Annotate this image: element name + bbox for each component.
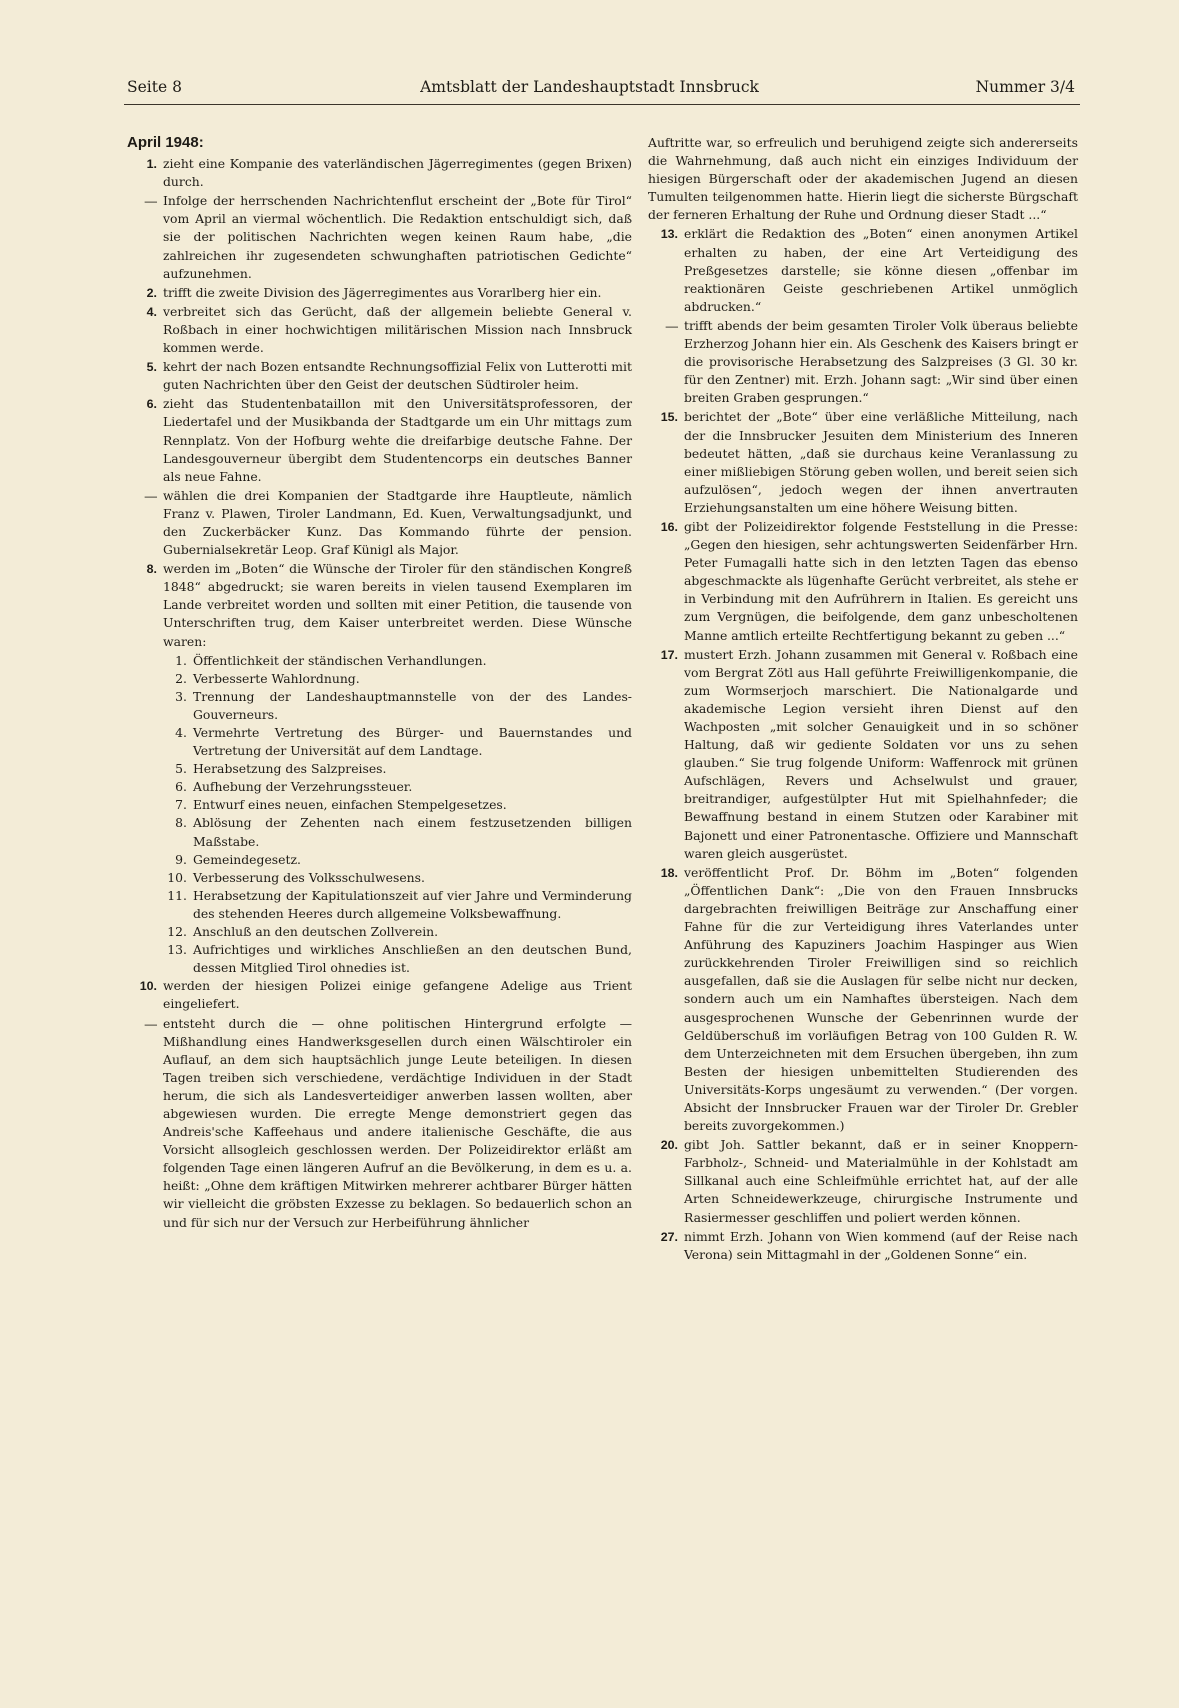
chronicle-entry	[127, 395, 632, 485]
entry-date-marker: 5.	[146, 360, 157, 375]
wishes-list	[127, 652, 632, 978]
entry-text: berichtet der „Bote“ über eine verläßliche Mitteilung, nach der die Innsbrucker Jesuiten dem Ministerium des Inneren bedeutet hätten, „daß sie durchaus keine Veranlassung zu einer mißliebigen Störung geben wollen, und bereit seien sich aufzulösen“, jedoch wegen der ihnen anvertrauten Erziehungsanstalten um eine höhere Weisung bitten.	[684, 409, 1078, 515]
entry-text: entsteht durch die — ohne politischen Hintergrund erfolgte — Mißhandlung eines Handwerksgesellen durch einen Wälschtiroler ein Auflauf, an dem sich hauptsächlich junge Leute beteiligen. In diesen Tagen treiben sich verschiedene, verdächtige Individuen in der Stadt herum, die sich als Landesverteidiger anwerben lassen wollten, aber abgewiesen wurden. Die erregte Menge demonstriert gegen das Andreis'sche Kaffeehaus und andere italienische Geschäfte, die aus Vorsicht allsogleich geschlossen werden. Der Polizeidirektor erläßt am folgenden Tage einen längeren Aufruf an die Bevölkerung, in dem es u. a. heißt: „Ohne dem kräftigen Mitwirken mehrerer achtbarer Bürger hätten wir vielleicht die gröbsten Exzesse zu beklagen. So bedauerlich schon an und für sich nur der Versuch zur Herbeiführung ähnlicher	[163, 1015, 632, 1230]
entry-text: mustert Erzh. Johann zusammen mit General v. Roßbach eine vom Bergrat Zötl aus Hall geführte Freiwilligenkompanie, die zum Wormserjoch marschiert. Die Nationalgarde und akademische Legion versieht ihren Dienst auf den Wachposten „mit solcher Genauigkeit und in so schöner Haltung, daß wir gediente Soldaten vor uns zu sehen glauben.“ Sie trug folgende Uniform: Waffenrock mit grünen Aufschlägen, Revers und Achselwulst und grauer, breitrandiger, aufgestülpter Hut mit Spielhahnfeder; die Bewaffnung bestand in einem Stutzen oder Karabiner mit Bajonett und einer Patronentasche. Offiziere und Mannschaft waren gleich ausgerüstet.	[684, 646, 1078, 861]
entry-date-marker: 10.	[139, 979, 157, 994]
chronicle-entry	[648, 225, 1078, 315]
entry-text: gibt der Polizeidirektor folgende Feststellung in die Presse: „Gegen den hiesigen, sehr achtungswerten Seidenfärber Hrn. Peter Fumagalli hatte sich in den letzten Tagen das ebenso abgeschmackte als lügenhafte Gerücht verbreitet, als stehe er in Verbindung mit den Aufrührern in Italien. Es gereicht uns zum Vergnügen, die beifolgende, dem ganz unbescholtenen Manne amtlich erteilte Rechtfertigung bekannt zu geben ...“	[684, 518, 1078, 643]
wish-number: 1.	[175, 652, 187, 668]
section-heading: April 1948:	[127, 134, 204, 151]
left-entries	[127, 155, 632, 651]
wish-text: Herabsetzung der Kapitulationszeit auf vier Jahre und Verminderung des stehenden Heeres durch allgemeine Volksbewaffnung.	[193, 887, 632, 921]
wish-number: 3.	[175, 688, 187, 704]
wish-item	[127, 814, 632, 850]
wish-text: Verbesserte Wahlordnung.	[193, 670, 360, 686]
entry-date-marker: 6.	[146, 397, 157, 412]
entry-text: Infolge der herrschenden Nachrichtenflut erscheint der „Bote für Tirol“ vom April an viermal wöchentlich. Die Redaktion entschuldigt sich, daß sie der politischen Nachrichten wegen keinen Raum habe, „die zahlreichen ihr zugesendeten schwunghaften patriotischen Gedichte“ aufzunehmen.	[163, 193, 632, 281]
wish-item	[127, 923, 632, 941]
entry-date-marker: 2.	[146, 285, 157, 300]
entry-date-marker: 16.	[660, 519, 678, 534]
publication-title: Amtsblatt der Landeshauptstadt Innsbruck	[420, 78, 759, 96]
wish-text: Ablösung der Zehenten nach einem festzusetzenden billigen Maßstabe.	[193, 815, 632, 849]
entry-text: verbreitet sich das Gerücht, daß der allgemein beliebte General v. Roßbach in einer hochwichtigen militärischen Mission nach Innsbruck kommen werde.	[163, 303, 632, 356]
chronicle-entry	[648, 408, 1078, 517]
left-entries-continued	[127, 977, 632, 1231]
wish-item	[127, 724, 632, 760]
wish-number: 8.	[175, 815, 187, 831]
entry-text: werden im „Boten“ die Wünsche der Tiroler für den ständischen Kongreß 1848“ abgedruckt; sie waren bereits in vielen tausend Exemplaren im Lande verbreitet worden und sollten mit einer Petition, die tausende von Unterschriften trug, dem Kaiser unterbreitet werden. Diese Wünsche waren:	[163, 561, 632, 649]
wish-number: 10.	[167, 869, 187, 885]
wish-number: 6.	[175, 779, 187, 795]
entry-date-marker: 18.	[660, 865, 678, 880]
entry-text: nimmt Erzh. Johann von Wien kommend (auf der Reise nach Verona) sein Mittagmahl in der „Goldenen Sonne“ ein.	[684, 1228, 1078, 1262]
entry-text: wählen die drei Kompanien der Stadtgarde ihre Hauptleute, nämlich Franz v. Plawen, Tiroler Landmann, Ed. Kuen, Verwaltungsadjunkt, und den Zuckerbäcker Kunz. Das Kommando führte der pension. Gubernialsekretär Leop. Graf Künigl als Major.	[163, 487, 632, 558]
chronicle-entry	[127, 358, 632, 394]
wish-number: 13.	[167, 942, 187, 958]
page-number: Seite 8	[127, 78, 182, 96]
right-column	[648, 134, 1078, 1265]
chronicle-entry	[127, 560, 632, 650]
wish-text: Verbesserung des Volksschulwesens.	[193, 869, 425, 885]
wish-item	[127, 887, 632, 923]
chronicle-entry	[127, 303, 632, 357]
entry-date-marker: —	[665, 318, 678, 333]
issue-number: Nummer 3/4	[975, 78, 1075, 96]
chronicle-entry	[127, 155, 632, 191]
wish-text: Anschluß an den deutschen Zollverein.	[193, 924, 439, 940]
chronicle-entry	[127, 487, 632, 559]
wish-text: Öffentlichkeit der ständischen Verhandlungen.	[193, 652, 487, 668]
chronicle-entry	[127, 192, 632, 282]
wish-number: 5.	[175, 761, 187, 777]
entry-date-marker: 4.	[146, 304, 157, 319]
entry-text: zieht eine Kompanie des vaterländischen Jägerregimentes (gegen Brixen) durch.	[163, 156, 632, 190]
entry-text: kehrt der nach Bozen entsandte Rechnungsoffizial Felix von Lutterotti mit guten Nachrichten über den Geist der deutschen Südtiroler heim.	[163, 359, 632, 393]
chronicle-entry	[648, 864, 1078, 1135]
entry-text: trifft abends der beim gesamten Tiroler Volk überaus beliebte Erzherzog Johann hier ein. Als Geschenk des Kaisers bringt er die provisorische Herabsetzung des Salzpreises (3 Gl. 30 kr. für den Zentner) mit. Erzh. Johann sagt: „Wir sind über einen breiten Graben gesprungen.“	[684, 317, 1078, 406]
wish-item	[127, 670, 632, 688]
entry-date-marker: —	[144, 194, 157, 209]
wish-text: Herabsetzung des Salzpreises.	[193, 761, 387, 777]
wish-item	[127, 869, 632, 887]
wish-item	[127, 941, 632, 977]
chronicle-entry	[648, 518, 1078, 645]
entry-date-marker: —	[144, 1016, 157, 1031]
wish-item	[127, 652, 632, 670]
entry-date-marker: 27.	[660, 1229, 678, 1244]
entry-date-marker: 15.	[660, 410, 678, 425]
wish-item	[127, 760, 632, 778]
wish-text: Entwurf eines neuen, einfachen Stempelgesetzes.	[193, 797, 507, 813]
chronicle-entry	[127, 977, 632, 1013]
wish-text: Gemeindegesetz.	[193, 851, 301, 867]
entry-text: werden der hiesigen Polizei einige gefangene Adelige aus Trient eingeliefert.	[163, 978, 632, 1012]
wish-item	[127, 851, 632, 869]
wish-number: 9.	[175, 851, 187, 867]
entry-date-marker: 17.	[660, 647, 678, 662]
wish-text: Vermehrte Vertretung des Bürger- und Bauernstandes und Vertretung der Universität auf dem Landtage.	[193, 725, 632, 759]
chronicle-entry	[648, 1228, 1078, 1264]
wish-number: 4.	[175, 725, 187, 740]
right-entries	[648, 225, 1078, 1263]
chronicle-entry	[648, 1136, 1078, 1226]
left-column	[127, 134, 632, 1233]
wish-text: Aufhebung der Verzehrungssteuer.	[193, 779, 413, 795]
wish-number: 7.	[175, 797, 187, 813]
wish-text: Aufrichtiges und wirkliches Anschließen an den deutschen Bund, dessen Mitglied Tirol ohnedies ist.	[193, 942, 632, 976]
chronicle-entry	[127, 284, 632, 302]
entry-text: erklärt die Redaktion des „Boten“ einen anonymen Artikel erhalten zu haben, der eine Art Verteidigung des Preßgesetzes darstelle; sie könne diesen „offenbar im reaktionären Geiste geschriebenen Artikel unmöglich abdrucken.“	[684, 226, 1078, 314]
wish-number: 11.	[167, 887, 187, 903]
continued-paragraph: Auftritte war, so erfreulich und beruhigend zeigte sich andererseits die Wahrnehmung, daß auch nicht ein einziges Individuum der hiesigen Bürgerschaft oder der akademischen Jugend an diesen Tumulten teilgenommen hatte. Hierin liegt die sicherste Bürgschaft der ferneren Erhaltung der Ruhe und Ordnung dieser Stadt ...“	[648, 135, 1078, 223]
entry-text: gibt Joh. Sattler bekannt, daß er in seiner Knoppern-Farbholz-, Schneid- und Materialmühle in der Kohlstadt am Sillkanal auch eine Schleifmühle errichtet hat, auf der alle Arten Schneidewerkzeuge, chirurgische Instrumente und Rasiermesser geschliffen und poliert werden können.	[684, 1137, 1078, 1225]
chronicle-entry	[127, 1015, 632, 1232]
entry-text: trifft die zweite Division des Jägerregimentes aus Vorarlberg hier ein.	[163, 284, 602, 300]
entry-text: zieht das Studentenbataillon mit den Universitätsprofessoren, der Liedertafel und der Musikbanda der Stadtgarde um ein Uhr mittags zum Rennplatz. Von der Hofburg wehte die dreifarbige deutsche Fahne. Der Landesgouverneur übergibt dem Studentencorps ein deutsches Banner als neue Fahne.	[163, 396, 632, 484]
wish-item	[127, 796, 632, 814]
chronicle-entry	[648, 317, 1078, 407]
wish-number: 12.	[167, 924, 187, 940]
header-rule	[124, 104, 1080, 105]
chronicle-entry	[648, 646, 1078, 863]
entry-date-marker: 8.	[146, 562, 157, 577]
entry-date-marker: 20.	[660, 1138, 678, 1153]
entry-date-marker: 13.	[660, 227, 678, 242]
wish-text: Trennung der Landeshauptmannstelle von der des Landes-Gouverneurs.	[193, 688, 632, 722]
entry-date-marker: —	[144, 488, 157, 503]
wish-number: 2.	[175, 670, 187, 686]
wish-item	[127, 778, 632, 796]
entry-date-marker: 1.	[146, 157, 157, 172]
entry-text: veröffentlicht Prof. Dr. Böhm im „Boten“ folgenden „Öffentlichen Dank“: „Die von den Frauen Innsbrucks dargebrachten freiwilligen Beiträge zur Anschaffung einer Fahne für die zur Verteidigung ihres Vaterlandes unter Anführung des Kapuziners Joachim Haspinger aus Wien zurückkehrenden Tiroler Freiwilligen sind so reichlich ausgefallen, daß sie die Auslagen für selbe nicht nur decken, sondern auch um ein Namhaftes übersteigen. Nach dem ausgesprochenen Wunsche der Gebenrinnen wurde der Geldüberschuß im vorläufigen Betrag von 100 Gulden R. W. dem Unterzeichneten mit dem Ersuchen übergeben, ihn zum Besten der hiesigen unbemittelten Studierenden des Universitäts-Korps ungesäumt zu verwenden.“ (Der vorgen. Absicht der Innsbrucker Frauen war der Tiroler Dr. Grebler bereits zuvorgekommen.)	[684, 864, 1078, 1134]
wish-item	[127, 688, 632, 724]
